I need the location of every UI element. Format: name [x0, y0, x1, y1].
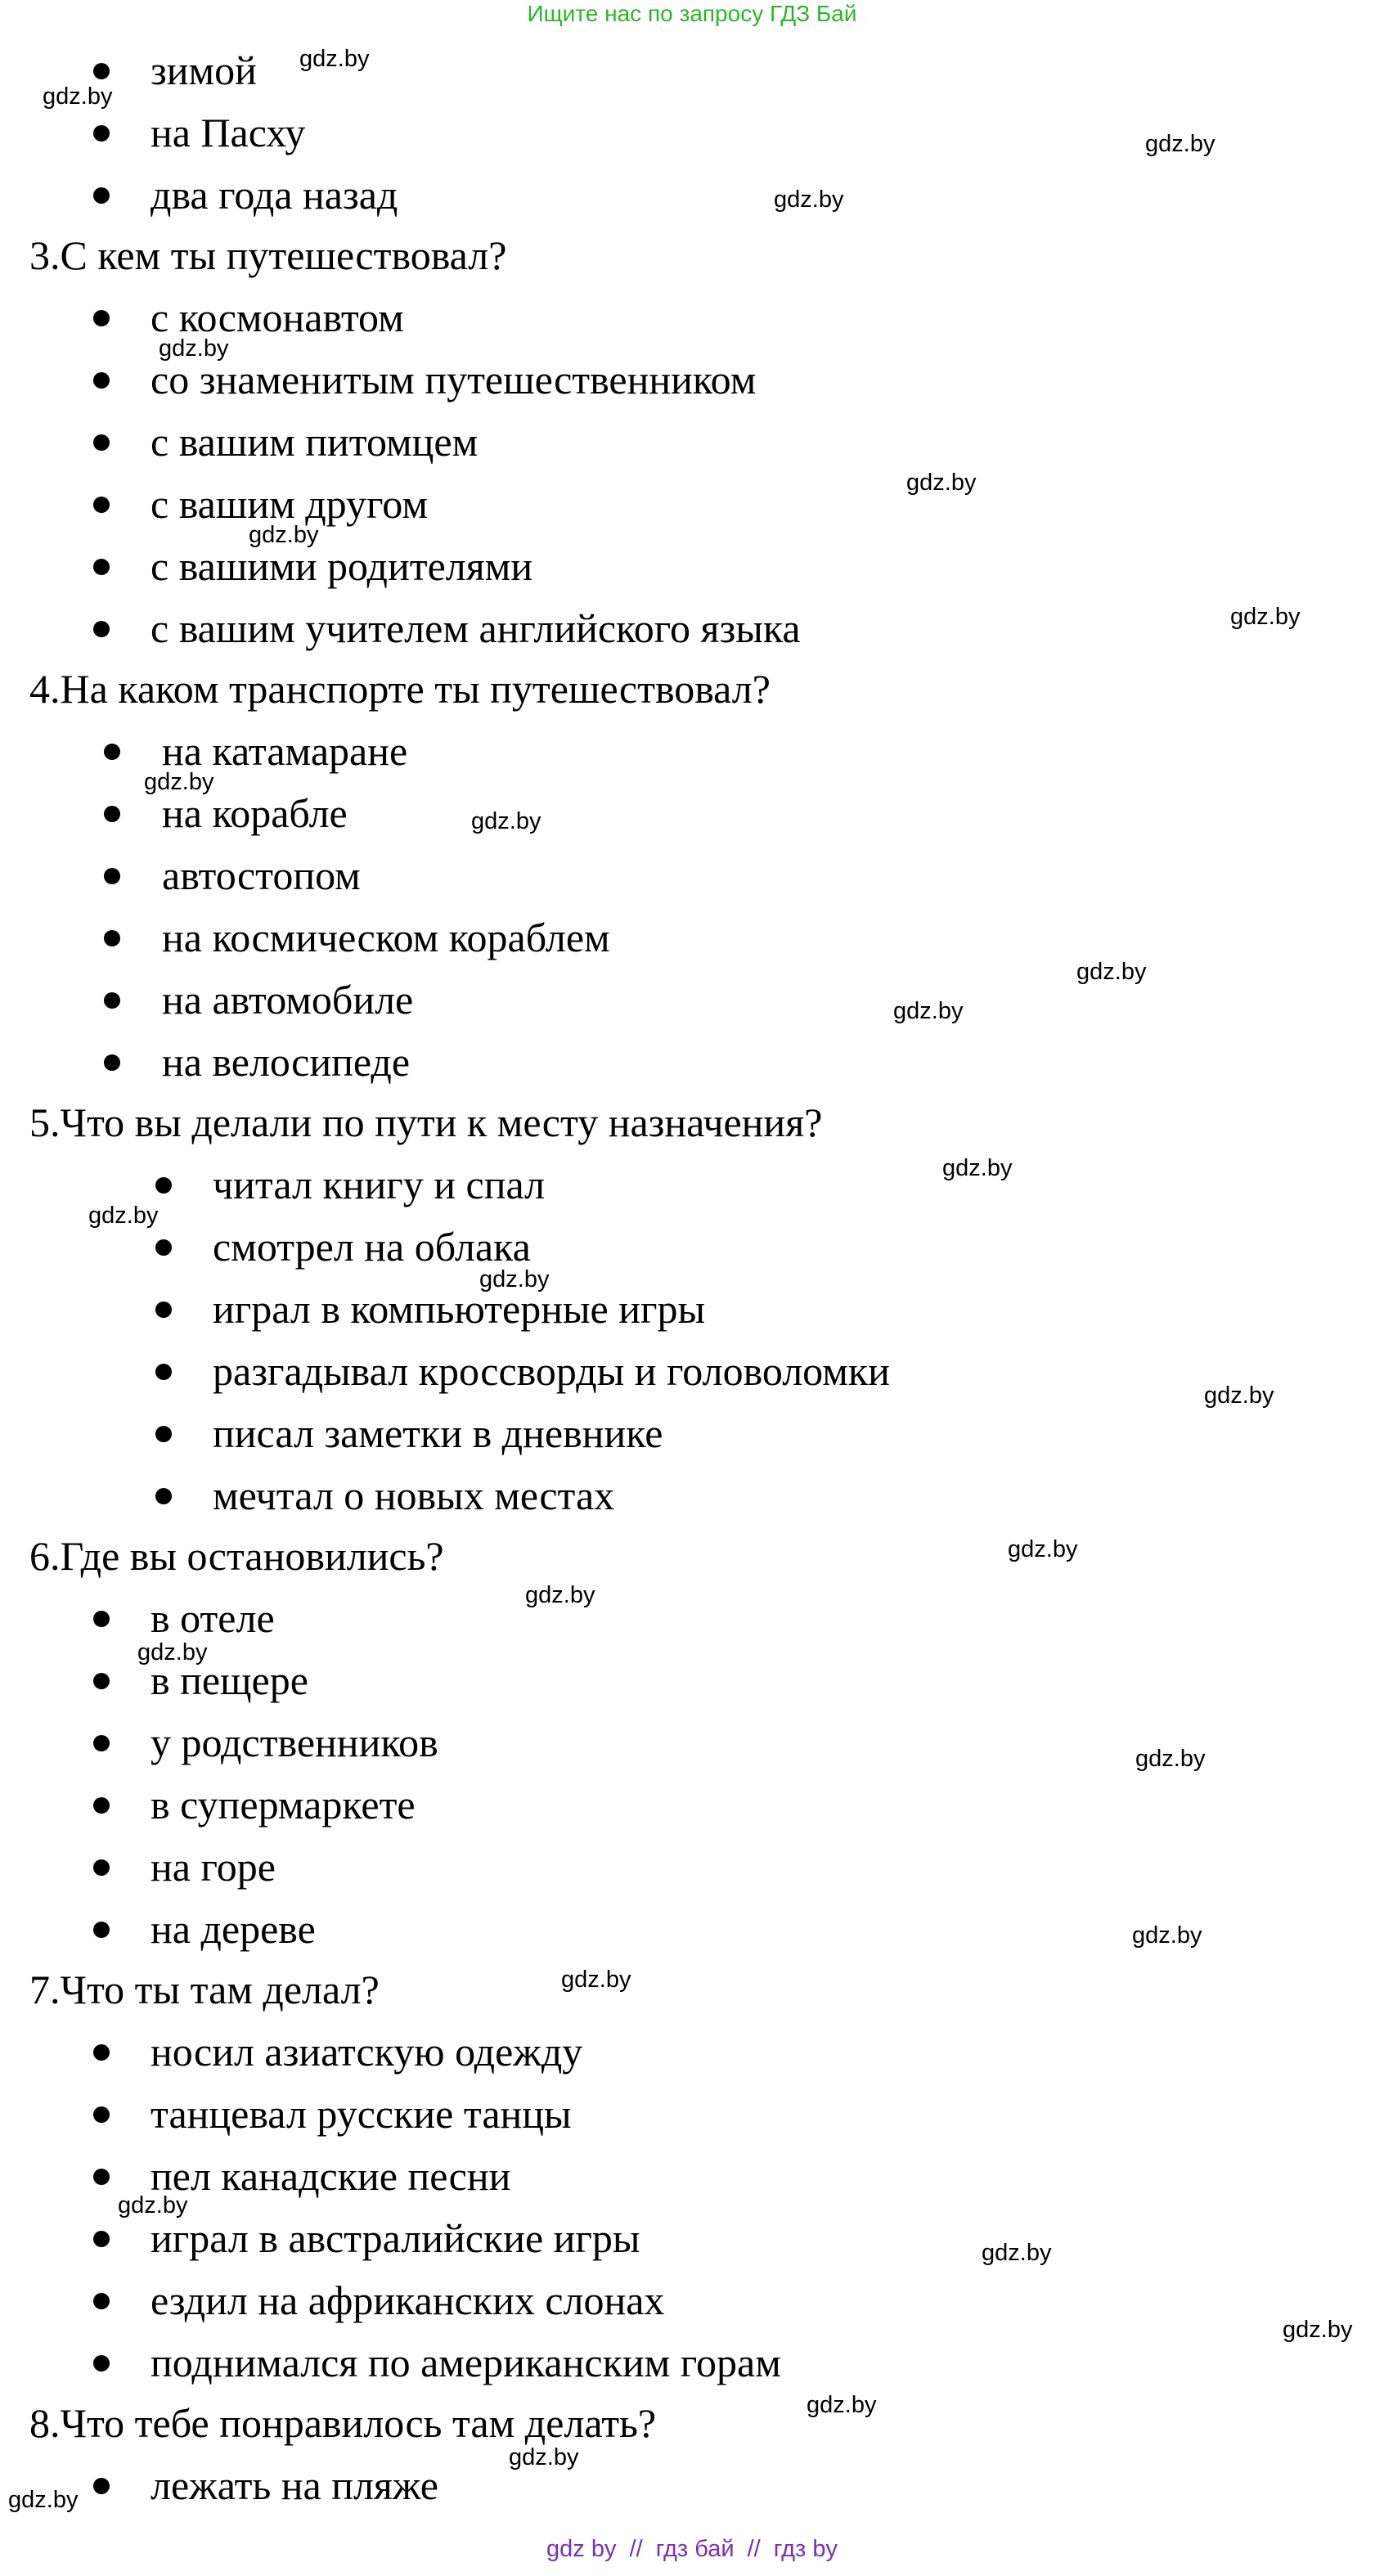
list-item: читал книгу и спал [213, 1162, 546, 1207]
footer-separator: // [747, 2536, 761, 2562]
bullet-icon [155, 1301, 172, 1318]
watermark: gdz.by [561, 1967, 631, 1993]
list-item: мечтал о новых местах [213, 1472, 615, 1518]
list-item: с вашим другом [151, 481, 428, 527]
list-item: зимой [151, 47, 257, 93]
bullet-icon [93, 310, 110, 326]
bullet-icon [93, 1673, 110, 1689]
watermark: gdz.by [906, 470, 977, 496]
bullet-icon [93, 125, 110, 142]
list-item: у родственников [151, 1720, 438, 1765]
footer-separator: // [629, 2536, 643, 2562]
bullet-icon [155, 1488, 172, 1504]
list-item: лежать на пляже [151, 2462, 438, 2508]
bullet-icon [104, 806, 120, 822]
watermark: gdz.by [807, 2392, 877, 2418]
list-item: с вашим учителем английского языка [151, 605, 801, 651]
list-item: с космонавтом [151, 294, 404, 340]
bullet-icon [93, 1859, 110, 1876]
list-item: в супермаркете [151, 1782, 416, 1827]
bullet-icon [93, 2044, 110, 2061]
watermark: gdz.by [1145, 131, 1215, 157]
watermark: gdz.by [8, 2487, 79, 2513]
list-item: разгадывал кроссворды и головоломки [213, 1348, 890, 1394]
bullet-icon [93, 2169, 110, 2185]
bullet-icon [155, 1177, 172, 1194]
watermark: gdz.by [1135, 1746, 1206, 1772]
bullet-icon [93, 1922, 110, 1938]
watermark: gdz.by [525, 1582, 595, 1608]
bullet-icon [93, 2478, 110, 2494]
question-4-title: 4.На каком транспорте ты путешествовал? [29, 666, 771, 712]
watermark: gdz.by [118, 2192, 188, 2219]
watermark: gdz.by [1230, 604, 1301, 630]
watermark: gdz.by [1204, 1382, 1274, 1409]
bullet-icon [155, 1364, 172, 1380]
top-banner: Ищите нас по запросу ГДЗ Бай [527, 1, 857, 26]
watermark: gdz.by [893, 998, 964, 1024]
bullet-icon [93, 2355, 110, 2371]
list-item: с вашим питомцем [151, 419, 479, 465]
list-item: в пещере [151, 1657, 308, 1703]
bullet-icon [155, 1239, 172, 1256]
list-item: пел канадские песни [151, 2153, 511, 2199]
bullet-icon [93, 559, 110, 575]
watermark: gdz.by [1283, 2317, 1353, 2343]
watermark: gdz.by [137, 1639, 208, 1666]
watermark: gdz.by [942, 1155, 1013, 1181]
list-item: с вашими родителями [151, 543, 533, 589]
watermark: gdz.by [1008, 1536, 1078, 1562]
list-item: на Пасху [151, 110, 306, 155]
watermark: gdz.by [509, 2444, 579, 2470]
bullet-icon [93, 621, 110, 637]
watermark: gdz.by [144, 769, 214, 795]
watermark: gdz.by [88, 1203, 159, 1229]
footer-links [0, 2534, 1384, 2564]
watermark: gdz.by [249, 522, 319, 548]
list-item: со знаменитым путешественником [151, 357, 757, 402]
list-item: ездил на африканских слонах [151, 2277, 665, 2323]
bullet-icon [93, 2106, 110, 2123]
question-7-title: 7.Что ты там делал? [29, 1967, 380, 2012]
bullet-icon [93, 434, 110, 451]
bullet-icon [104, 744, 120, 760]
list-item: поднимался по американским горам [151, 2340, 781, 2385]
list-item: автостопом [162, 852, 361, 898]
bullet-icon [104, 1054, 120, 1071]
list-item: на велосипеде [162, 1039, 411, 1085]
list-item: на катамаране [162, 728, 408, 774]
bullet-icon [104, 868, 120, 884]
footer-link[interactable]: gdz by [546, 2536, 617, 2562]
footer-link[interactable]: гдз бай [655, 2536, 735, 2562]
bullet-icon [93, 372, 110, 389]
list-item: на горе [151, 1844, 276, 1890]
question-5-title: 5.Что вы делали по пути к месту назначения? [29, 1099, 823, 1145]
watermark: gdz.by [1132, 1922, 1202, 1949]
list-item: играл в австралийские игры [151, 2215, 640, 2261]
watermark: gdz.by [774, 187, 844, 213]
bullet-icon [93, 187, 110, 204]
watermark: gdz.by [1076, 959, 1147, 985]
list-item: танцевал русские танцы [151, 2091, 572, 2137]
list-item: в отеле [151, 1595, 275, 1641]
list-item: носил азиатскую одежду [151, 2029, 583, 2075]
list-item: писал заметки в дневнике [213, 1410, 663, 1456]
watermark: gdz.by [471, 808, 541, 834]
bullet-icon [93, 2293, 110, 2309]
watermark: gdz.by [43, 83, 113, 110]
bullet-icon [93, 2231, 110, 2247]
bullet-icon [104, 930, 120, 946]
footer-link[interactable]: гдз by [773, 2536, 838, 2562]
bullet-icon [93, 63, 110, 79]
bullet-icon [104, 992, 120, 1009]
bullet-icon [93, 497, 110, 513]
bullet-icon [93, 1797, 110, 1814]
bullet-icon [93, 1735, 110, 1751]
list-item: на автомобиле [162, 977, 414, 1023]
watermark: gdz.by [982, 2240, 1052, 2266]
list-item: два года назад [151, 172, 398, 218]
list-item: на корабле [162, 790, 348, 836]
list-item: играл в компьютерные игры [213, 1286, 706, 1332]
bullet-icon [155, 1426, 172, 1442]
watermark: gdz.by [159, 335, 229, 362]
question-3-title: 3.С кем ты путешествовал? [29, 232, 507, 278]
question-6-title: 6.Где вы остановились? [29, 1533, 444, 1579]
bullet-icon [93, 1611, 110, 1627]
list-item: на дереве [151, 1906, 316, 1952]
list-item: смотрел на облака [213, 1224, 531, 1270]
list-item: на космическом кораблем [162, 915, 610, 960]
question-8-title: 8.Что тебе понравилось там делать? [29, 2400, 657, 2446]
watermark: gdz.by [299, 46, 370, 72]
watermark: gdz.by [479, 1266, 550, 1292]
